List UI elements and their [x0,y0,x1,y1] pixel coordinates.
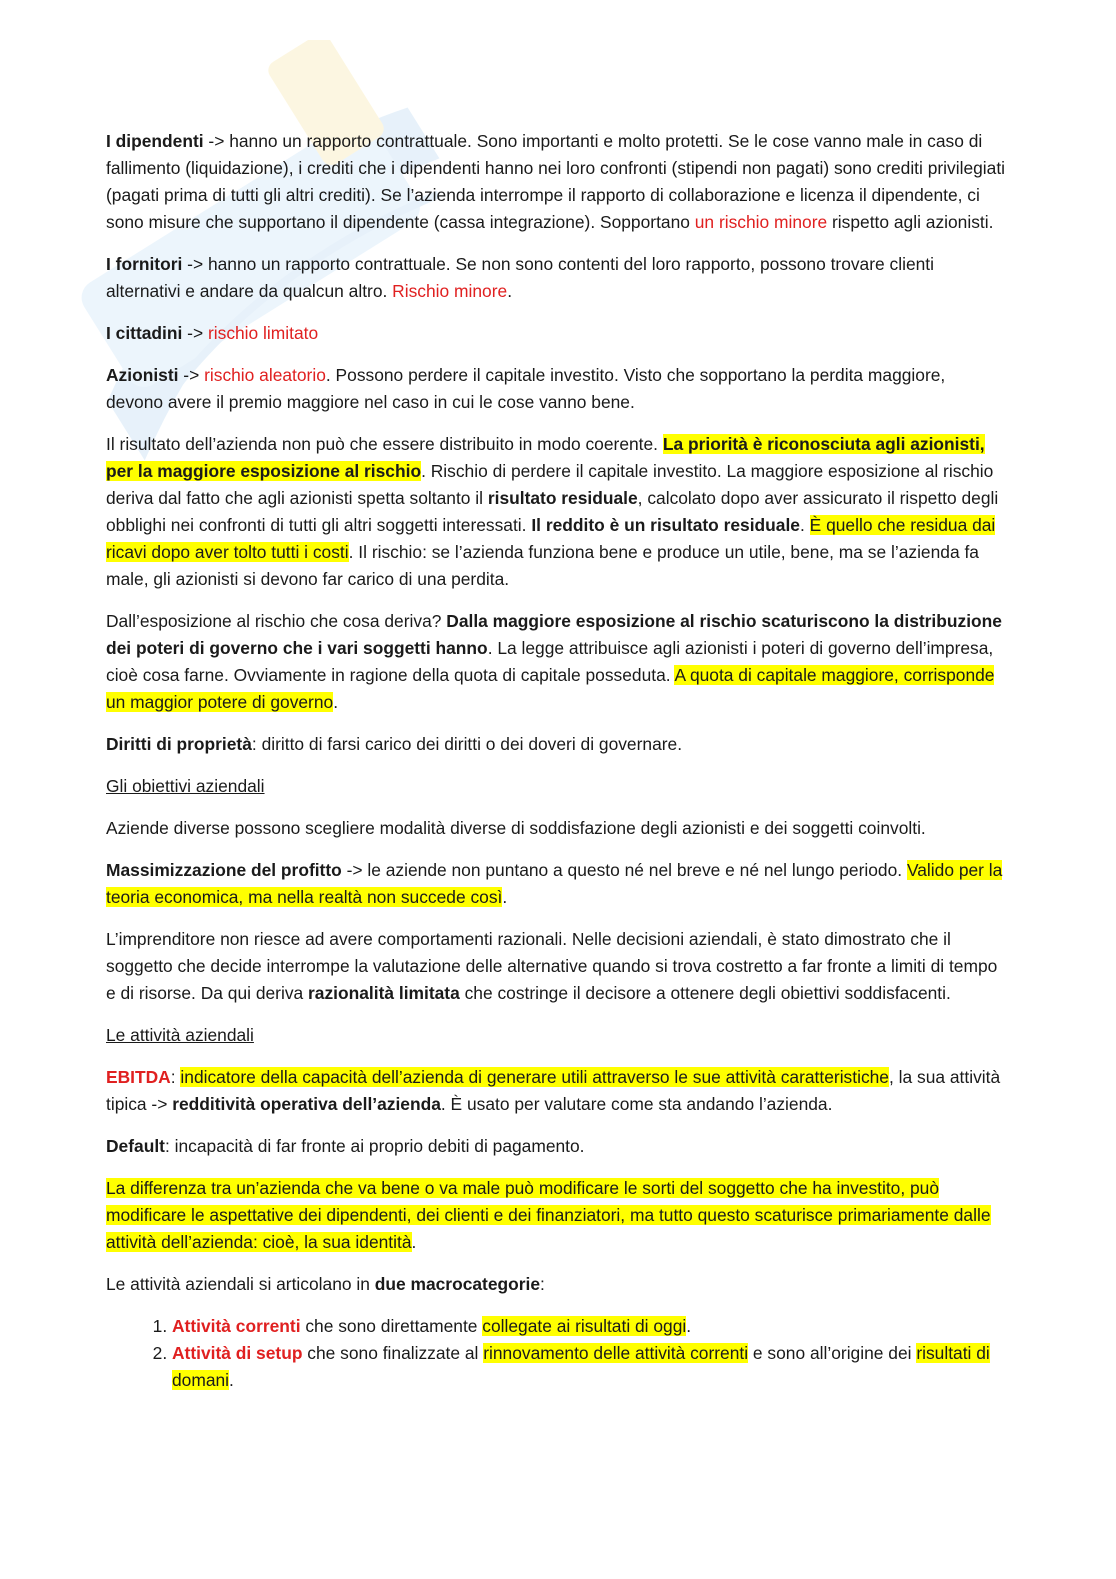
paragraph-diritti: Diritti di proprietà: diritto di farsi carico dei diritti o dei doveri di governare. [106,734,683,754]
list-item: 2. Attività di setup che sono finalizzate al rinnovamento delle attività correnti e sono all’origine dei risultati di domani. [172,1340,1006,1394]
paragraph-differenza: La differenza tra un’azienda che va bene o va male può modificare le sorti del soggetto che ha investito, può modificare le aspettative dei dipendenti, dei clienti e dei finanziatori, ma tutto questo scaturisce primariamente dalle attività dell’azienda: cioè, la sua identità. [106,1178,991,1252]
paragraph-dipendenti: I dipendenti -> hanno un rapporto contrattuale. Sono importanti e molto protetti. Se le cose vanno male in caso di fallimento (liquidazione), i crediti che i dipendenti hanno nei loro confronti (stipendi non pagati) sono crediti privilegiati (pagati prima di tutti gli altri crediti). Se l’azienda interrompe il rapporto di collaborazione e licenza il dipendente, ci sono misure che supportano il dipendente (cassa integrazione). Sopportano un rischio minore rispetto agli azionisti. [106,131,1006,232]
paragraph-imprenditore: L’imprenditore non riesce ad avere comportamenti razionali. Nelle decisioni aziendali, è stato dimostrato che il soggetto che decide interrompe la valutazione delle alternative quando si trova costretto a far fronte a limiti di tempo e di risorse. Da qui deriva razionalità limitata che costringe il decisore a ottenere degli obiettivi soddisfacenti. [106,929,998,1003]
heading-obiettivi: Gli obiettivi aziendali [106,776,265,796]
list-item: 1. Attività correnti che sono direttamente collegate ai risultati di oggi. [172,1313,1006,1340]
paragraph-fornitori: I fornitori -> hanno un rapporto contrattuale. Se non sono contenti del loro rapporto, possono trovare clienti alternativi e andare da qualcun altro. Rischio minore. [106,254,934,301]
term-profitto: Massimizzazione del profitto [106,860,342,880]
term-fornitori: I fornitori [106,254,183,274]
document-body [106,128,1006,1394]
paragraph-macrocategorie: Le attività aziendali si articolano in due macrocategorie: [106,1274,545,1294]
term-diritti: Diritti di proprietà [106,734,252,754]
term-azionisti: Azionisti [106,365,179,385]
term-default: Default [106,1136,165,1156]
paragraph-esposizione: Dall’esposizione al rischio che cosa deriva? Dalla maggiore esposizione al rischio scaturiscono la distribuzione dei poteri di governo che i vari soggetti hanno. La legge attribuisce agli azionisti i poteri di governo dell’impresa, cioè cosa farne. Ovviamente in ragione della quota di capitale posseduta. A quota di capitale maggiore, corrisponde un maggior potere di governo. [106,611,1002,712]
paragraph-profitto: Massimizzazione del profitto -> le aziende non puntano a questo né nel breve e né nel lungo periodo. Valido per la teoria economica, ma nella realtà non succede così. [106,860,1003,907]
paragraph-aziende-diverse: Aziende diverse possono scegliere modalità diverse di soddisfazione degli azionisti e dei soggetti coinvolti. [106,818,926,838]
paragraph-azionisti: Azionisti -> rischio aleatorio. Possono perdere il capitale investito. Visto che sopportano la perdita maggiore, devono avere il premio maggiore nel caso in cui le cose vanno bene. [106,365,946,412]
term-cittadini: I cittadini [106,323,183,343]
term-ebitda: EBITDA [106,1067,171,1087]
paragraph-ebitda: EBITDA: indicatore della capacità dell’azienda di generare utili attraverso le sue attività caratteristiche, la sua attività tipica -> redditività operativa dell’azienda. È usato per valutare come sta andando l’azienda. [106,1067,1001,1114]
term-dipendenti: I dipendenti [106,131,204,151]
macrocategorie-list [106,1313,1006,1394]
paragraph-cittadini: I cittadini -> rischio limitato [106,323,319,343]
heading-attivita: Le attività aziendali [106,1025,254,1045]
paragraph-risultato: Il risultato dell’azienda non può che essere distribuito in modo coerente. La priorità è riconosciuta agli azionisti, per la maggiore esposizione al rischio. Rischio di perdere il capitale investito. La maggiore esposizione al rischio deriva dal fatto che agli azionisti spetta soltanto il risultato residuale, calcolato dopo aver assicurato il rispetto degli obblighi nei confronti di tutti gli altri soggetti interessati. Il reddito è un risultato residuale. È quello che residua dai ricavi dopo aver tolto tutti i costi. Il rischio: se l’azienda funziona bene e produce un utile, bene, ma se l’azienda fa male, gli azionisti si devono far carico di una perdita. [106,434,999,589]
paragraph-default: Default: incapacità di far fronte ai proprio debiti di pagamento. [106,1136,585,1156]
